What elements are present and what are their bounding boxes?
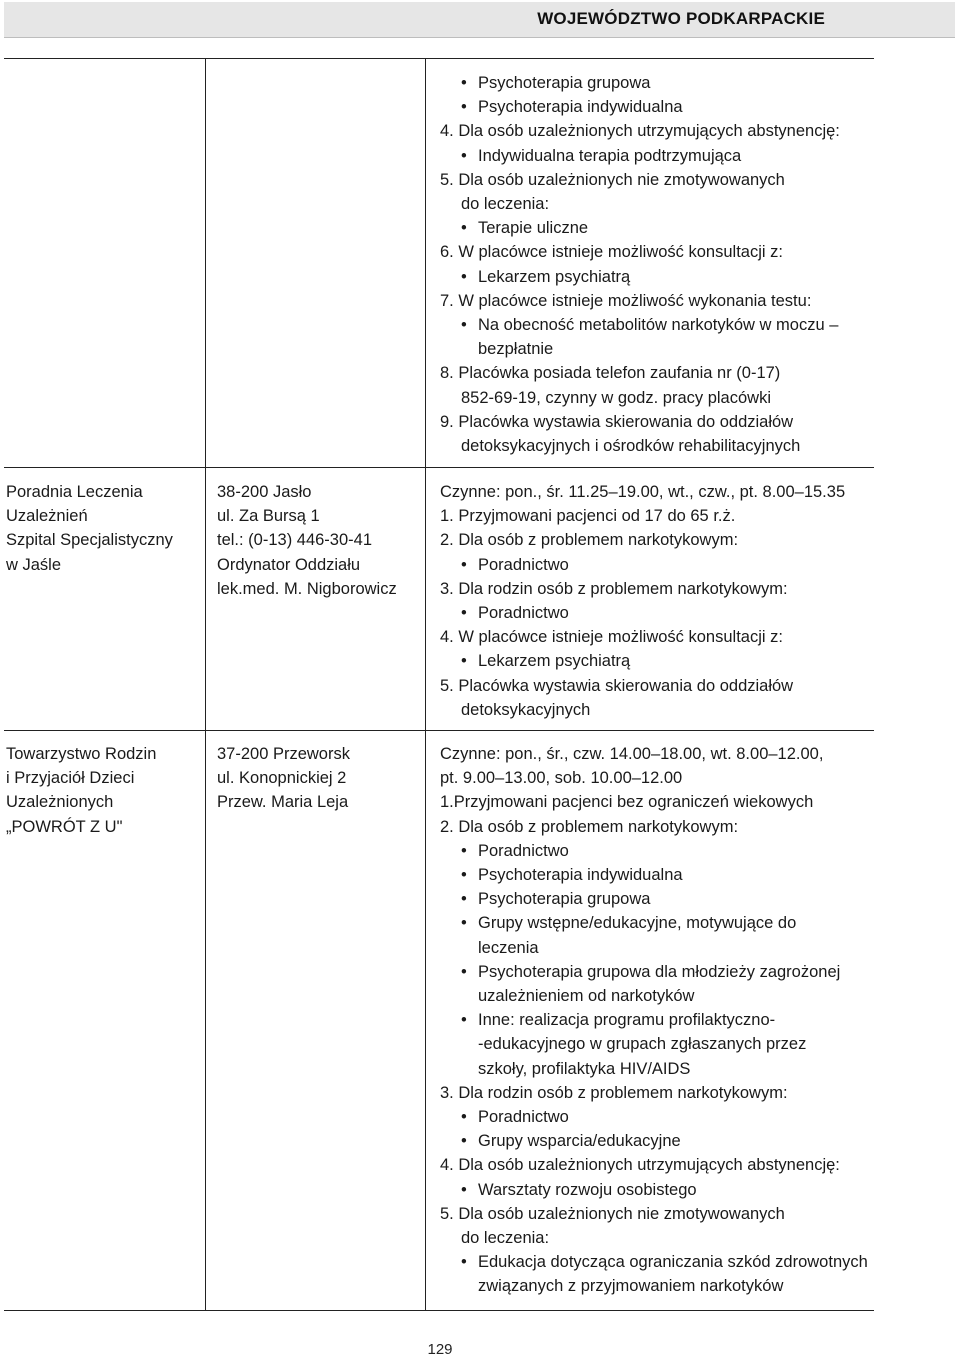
row-2-facility-name bbox=[6, 480, 202, 577]
facility-name-line: i Przyjaciół Dzieci bbox=[6, 769, 135, 788]
row-1-services bbox=[440, 71, 880, 458]
service-bullet-item: • Grupy wsparcia/edukacyjne bbox=[440, 1129, 880, 1153]
address-line: Ordynator Oddziału bbox=[217, 555, 361, 574]
service-bullet-item: • Warsztaty rozwoju osobistego bbox=[440, 1178, 880, 1202]
service-line: 8. Placówka posiada telefon zaufania nr (0-17) bbox=[440, 364, 781, 383]
service-line: 5. Dla osób uzależnionych nie zmotywowanych bbox=[440, 1204, 785, 1223]
service-bullet-item: • Inne: realizacja programu profilaktyczno- bbox=[440, 1008, 880, 1032]
column-divider-2 bbox=[425, 58, 426, 1310]
service-bullet-item: • Poradnictwo bbox=[440, 839, 880, 863]
facility-name-line: Szpital Specjalistyczny bbox=[6, 531, 173, 550]
service-line-continuation: detoksykacyjnych bbox=[461, 700, 591, 719]
row-divider-2 bbox=[4, 730, 874, 731]
service-line: 5. Placówka wystawia skierowania do oddziałów bbox=[440, 676, 794, 695]
service-line: Czynne: pon., śr. 11.25–19.00, wt., czw., pt. 8.00–15.35 bbox=[440, 483, 846, 501]
facility-name-line: w Jaśle bbox=[6, 555, 62, 574]
header-band bbox=[4, 2, 955, 38]
address-line: Przew. Maria Leja bbox=[217, 793, 349, 812]
facility-name-line: Poradnia Leczenia bbox=[6, 483, 143, 501]
row-2-address bbox=[217, 480, 417, 601]
service-line: 2. Dla osób z problemem narkotykowym: bbox=[440, 817, 739, 836]
service-line-continuation: 852-69-19, czynny w godz. pracy placówki bbox=[461, 388, 771, 407]
service-bullet-item: • Psychoterapia grupowa bbox=[440, 887, 880, 911]
service-bullet-item: • Indywidualna terapia podtrzymująca bbox=[440, 144, 880, 168]
address-line: ul. Konopnickiej 2 bbox=[217, 769, 347, 788]
service-line: 1.Przyjmowani pacjenci bez ograniczeń wiekowych bbox=[440, 793, 814, 812]
facility-name-line: „POWRÓT Z U" bbox=[6, 817, 123, 836]
table-top-rule bbox=[4, 58, 874, 59]
service-line-continuation: detoksykacyjnych i ośrodków rehabilitacyjnych bbox=[461, 437, 801, 456]
row-2-services bbox=[440, 480, 880, 722]
service-line-continuation: do leczenia: bbox=[461, 1229, 550, 1248]
service-bullet-item: • Terapie uliczne bbox=[440, 216, 880, 240]
row-3-services bbox=[440, 742, 880, 1299]
service-bullet-continuation: uzależnieniem od narkotyków bbox=[478, 987, 695, 1006]
address-line: lek.med. M. Nigborowicz bbox=[217, 579, 397, 598]
service-bullet-item: • Poradnictwo bbox=[440, 1105, 880, 1129]
service-line: 1. Przyjmowani pacjenci od 17 do 65 r.ż. bbox=[440, 507, 736, 526]
region-title: WOJEWÓDZTWO PODKARPACKIE bbox=[537, 9, 825, 28]
address-line: tel.: (0-13) 446-30-41 bbox=[217, 531, 373, 550]
service-line: 9. Placówka wystawia skierowania do oddziałów bbox=[440, 412, 794, 431]
service-bullet-item: • Psychoterapia grupowa bbox=[440, 71, 880, 95]
service-bullet-continuation: leczenia bbox=[478, 938, 539, 957]
service-line: 4. Dla osób uzależnionych utrzymujących abstynencję: bbox=[440, 122, 840, 141]
service-line: pt. 9.00–13.00, sob. 10.00–12.00 bbox=[440, 769, 683, 788]
service-line: 3. Dla rodzin osób z problemem narkotykowym: bbox=[440, 579, 788, 598]
service-line: 6. W placówce istnieje możliwość konsultacji z: bbox=[440, 243, 783, 262]
service-bullet-continuation: bezpłatnie bbox=[478, 340, 554, 359]
service-line-continuation: do leczenia: bbox=[461, 195, 550, 214]
service-bullet-item: • Psychoterapia indywidualna bbox=[440, 95, 880, 119]
service-bullet-item: • Na obecność metabolitów narkotyków w moczu – bbox=[440, 313, 880, 337]
service-bullet-item: • Poradnictwo bbox=[440, 601, 880, 625]
row-3-address bbox=[217, 742, 417, 815]
service-bullet-item: • Grupy wstępne/edukacyjne, motywujące do bbox=[440, 911, 880, 935]
address-line: ul. Za Bursą 1 bbox=[217, 507, 320, 526]
service-bullet-item: • Psychoterapia grupowa dla młodzieży zagrożonej bbox=[440, 960, 880, 984]
service-line: 3. Dla rodzin osób z problemem narkotykowym: bbox=[440, 1083, 788, 1102]
facility-name-line: Uzależnień bbox=[6, 507, 88, 526]
service-bullet-item: • Poradnictwo bbox=[440, 553, 880, 577]
service-bullet-continuation: związanych z przyjmowaniem narkotyków bbox=[478, 1277, 784, 1296]
row-divider-1 bbox=[4, 467, 874, 468]
facility-name-line: Uzależnionych bbox=[6, 793, 114, 812]
service-line: Czynne: pon., śr., czw. 14.00–18.00, wt. 8.00–12.00, bbox=[440, 745, 824, 763]
service-bullet-item: • Lekarzem psychiatrą bbox=[440, 265, 880, 289]
service-line: 7. W placówce istnieje możliwość wykonania testu: bbox=[440, 291, 812, 310]
service-bullet-item: • Edukacja dotycząca ograniczania szkód zdrowotnych bbox=[440, 1250, 880, 1274]
service-line: 4. W placówce istnieje możliwość konsultacji z: bbox=[440, 628, 783, 647]
facility-name-line: Towarzystwo Rodzin bbox=[6, 745, 157, 763]
page-number: 129 bbox=[427, 1341, 453, 1358]
service-bullet-continuation: szkoły, profilaktyka HIV/AIDS bbox=[478, 1059, 691, 1078]
service-line: 2. Dla osób z problemem narkotykowym: bbox=[440, 531, 739, 550]
address-line: 38-200 Jasło bbox=[217, 483, 312, 501]
service-bullet-continuation: -edukacyjnego w grupach zgłaszanych przez bbox=[478, 1035, 807, 1054]
service-bullet-item: • Psychoterapia indywidualna bbox=[440, 863, 880, 887]
column-divider-1 bbox=[205, 58, 206, 1310]
service-line: 4. Dla osób uzależnionych utrzymujących abstynencję: bbox=[440, 1156, 840, 1175]
address-line: 37-200 Przeworsk bbox=[217, 745, 350, 763]
service-bullet-item: • Lekarzem psychiatrą bbox=[440, 649, 880, 673]
table-bottom-rule bbox=[4, 1310, 874, 1311]
service-line: 5. Dla osób uzależnionych nie zmotywowanych bbox=[440, 170, 785, 189]
row-3-facility-name bbox=[6, 742, 202, 839]
